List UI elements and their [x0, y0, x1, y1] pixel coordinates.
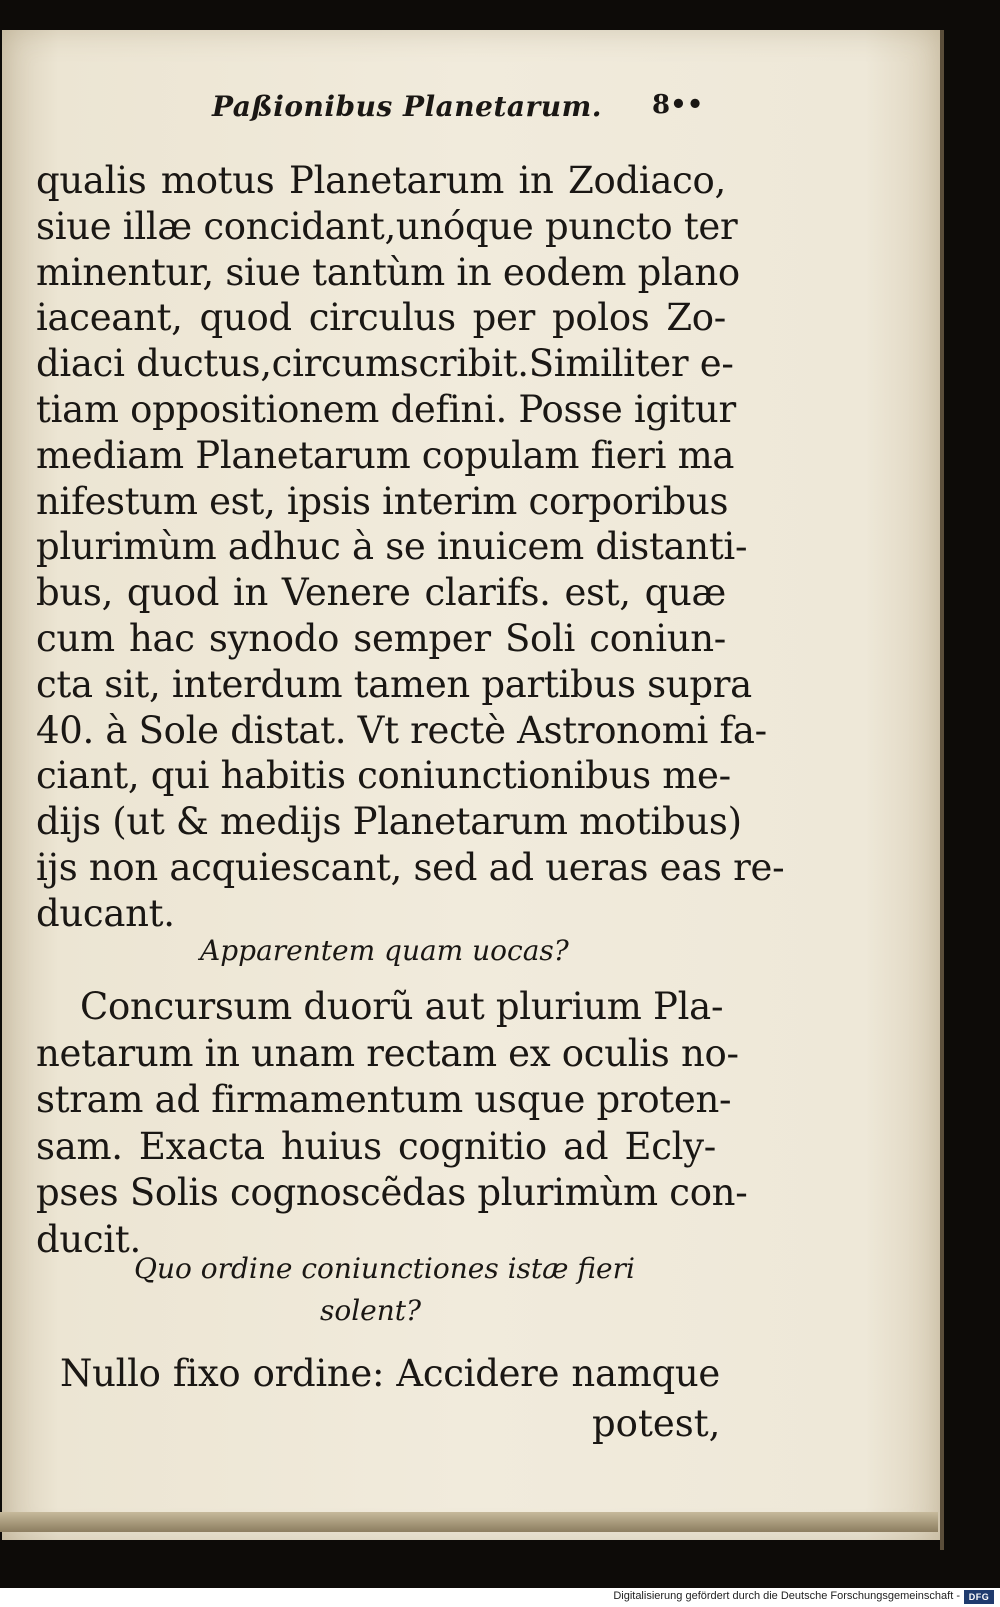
catchword: potest,	[592, 1402, 721, 1445]
text-line: tiam oppositionem defini. Posse igitur	[36, 387, 736, 431]
running-title: Paßionibus Planetarum.	[212, 90, 603, 123]
funding-credit: Digitalisierung gefördert durch die Deutsche Forschungsgemeinschaft -	[613, 1590, 960, 1602]
text-line: pses Solis cognoscẽdas plurimùm con-	[36, 1171, 748, 1214]
page-edge	[940, 30, 944, 1550]
text-line: siue illæ concidant,unóque puncto ter	[36, 204, 738, 248]
paragraph-2	[36, 984, 748, 1263]
paragraph-3	[60, 1350, 720, 1398]
text-line: mediam Planetarum copulam fieri ma	[36, 433, 735, 477]
text-line: iaceant, quod circulus per polos Zo-	[36, 296, 726, 340]
text-line: minentur, siue tantùm in eodem plano	[36, 250, 740, 294]
text-line: ducant.	[36, 891, 175, 935]
text-line: Concursum duorũ aut plurium Pla-	[80, 985, 724, 1028]
running-head	[2, 88, 940, 128]
text-line: sam. Exacta huius cognitio ad Ecly-	[36, 1124, 716, 1168]
text-line: cum hac synodo semper Soli coniun-	[36, 616, 726, 660]
text-line: bus, quod in Venere clarifs. est, quæ	[36, 571, 726, 615]
page-number: 8••	[652, 90, 704, 120]
text-line: diaci ductus,circumscribit.Similiter e-	[36, 342, 734, 386]
footer	[0, 1588, 1000, 1607]
text-line: 40. à Sole distat. Vt rectè Astronomi fa-	[36, 708, 767, 752]
text-line: plurimùm adhuc à se inuicem distanti-	[36, 525, 748, 569]
text-line: ciant, qui habitis coniunctionibus me-	[36, 754, 731, 798]
text-line: Nullo fixo ordine: Accidere namque	[60, 1352, 720, 1395]
text-line: dijs (ut & medijs Planetarum motibus)	[36, 800, 742, 844]
text-line: nifestum est, ipsis interim corporibus	[36, 479, 729, 523]
book-page	[2, 30, 940, 1540]
section-heading-2-line-1: Quo ordine coniunctiones istæ fieri	[134, 1252, 635, 1285]
paragraph-1	[36, 158, 785, 937]
text-line: stram ad firmamentum usque proten-	[36, 1078, 732, 1121]
text-line: ducit.	[36, 1217, 141, 1261]
page-bottom-edge	[0, 1512, 938, 1532]
text-line: qualis motus Planetarum in Zodiaco,	[36, 159, 726, 202]
text-line: ijs non acquiescant, sed ad ueras eas re-	[36, 845, 785, 889]
dfg-logo-icon: DFG	[964, 1590, 994, 1604]
text-line: cta sit, interdum tamen partibus supra	[36, 662, 752, 706]
section-heading-2-line-2: solent?	[320, 1294, 422, 1327]
text-line: netarum in unam rectam ex oculis no-	[36, 1031, 739, 1075]
section-heading-1: Apparentem quam uocas?	[200, 934, 569, 967]
